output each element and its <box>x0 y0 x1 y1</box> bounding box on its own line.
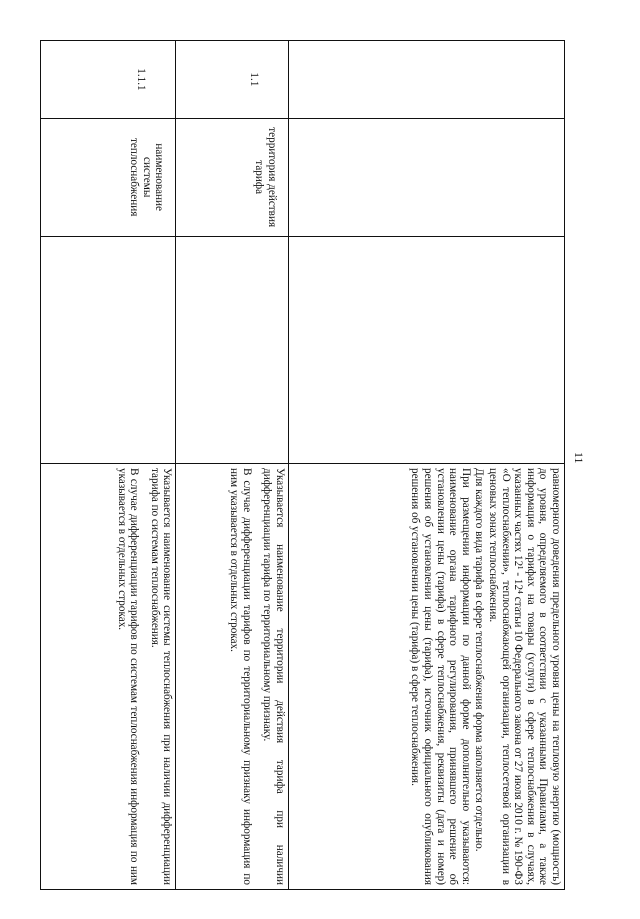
row-name-cell <box>289 119 564 237</box>
row-description-cell <box>176 464 288 889</box>
row-value-cell <box>176 237 288 464</box>
description-paragraph: В случае дифференциации тарифов по системам теплоснабжения информация по ним указывается в отдельных строках. <box>115 468 141 885</box>
description-paragraph: Указывается наименование территории действия тарифа при наличии дифференциации тарифа по территориальному признаку. <box>261 468 287 885</box>
row-number-cell <box>289 41 564 119</box>
row-name-cell: наименование системы теплоснабжения <box>41 119 175 237</box>
row-value-cell <box>41 237 175 464</box>
page-number: 11 <box>572 452 586 464</box>
description-paragraph: Для каждого вида тарифа в сфере теплоснабжения форма заполняется отдельно. <box>473 468 486 852</box>
row-number-cell: 1.1 <box>176 41 288 119</box>
description-paragraph: При размещении информации по данной форме дополнительно указываются: наименование органа тарифного регулирования, принявшего решение об установлении цены (тарифа) в сфере теплоснабжения, реквизиты (дата и номер) решения об установлении цены (тарифа), источник официального опубликования решения об установлении цены (тарифа) в сфере теплоснабжения. <box>409 468 472 885</box>
table-row <box>41 41 175 889</box>
row-number-cell: 1.1.1 <box>41 41 175 119</box>
description-paragraph: равномерного доведения предельного уровня цены на тепловую энергию (мощность) до уровня, определяемого в соответствии с указанными Правилами, а также информация о тарифах на товары (услуги) в сфере теплоснабжения в случаях, указанных частях 12¹ - 12⁴ статьи 10 Федерального закона от 27 июля 2010 г. № 190-ФЗ «О теплоснабжении», теплоснабжающей организации, теплосетевой организации в ценовых зонах теплоснабжения. <box>487 468 562 885</box>
row-description-cell <box>289 464 564 889</box>
row-name-cell: территория действия тарифа <box>176 119 288 237</box>
row-description-cell <box>41 464 175 889</box>
description-paragraph: В случае дифференциации тарифов по территориальному признаку информация по ним указывается в отдельных строках. <box>228 468 253 885</box>
description-paragraph: Указывается наименование системы теплоснабжения при наличии дифференциации тарифа по системам теплоснабжения. <box>148 468 174 885</box>
tariff-info-table <box>40 40 565 890</box>
row-value-cell <box>289 237 564 464</box>
table-row <box>175 41 288 889</box>
table-row <box>288 41 564 889</box>
